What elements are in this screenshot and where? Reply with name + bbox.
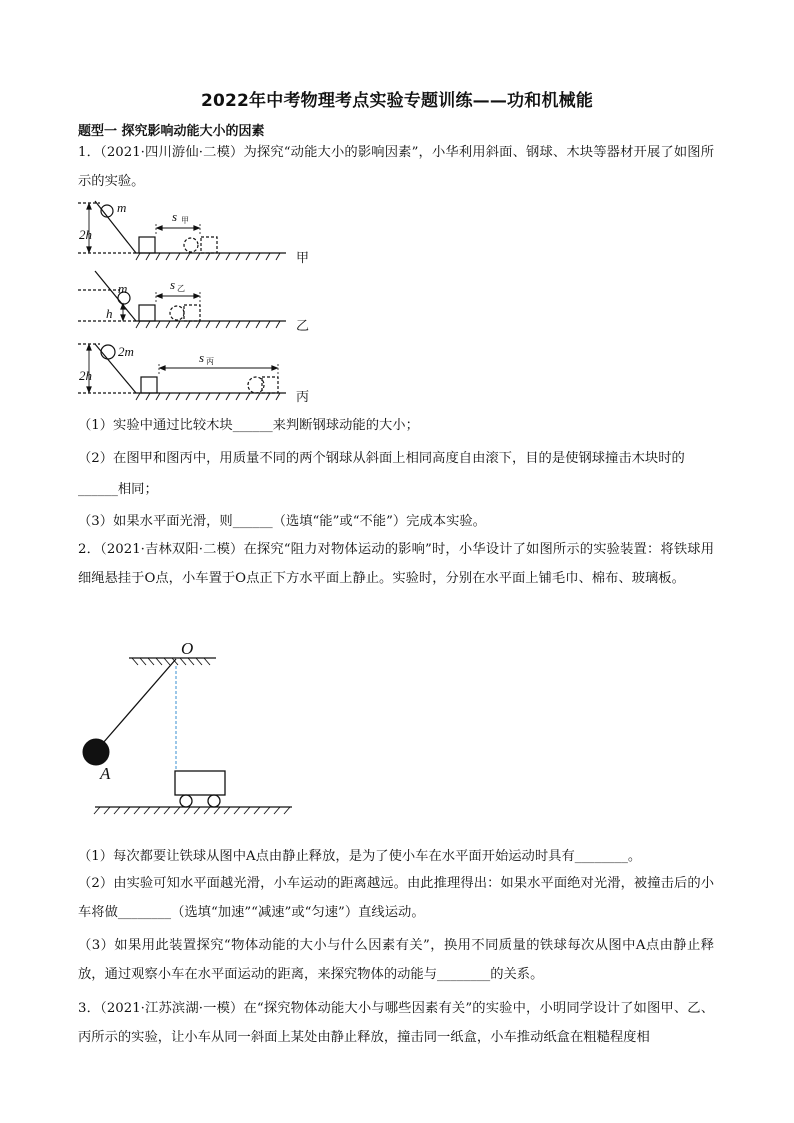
cart-wheel-right: [208, 795, 220, 807]
label-A: A: [100, 764, 111, 783]
cart: [175, 771, 225, 795]
q1-sub1: （1）实验中通过比较木块______来判断钢球动能的大小；: [78, 418, 419, 433]
label-s-bing-sub: 丙: [206, 357, 214, 366]
q1-sub3: （3）如果水平面光滑，则______（选填“能”或“不能”）完成本实验。: [78, 514, 486, 529]
q2-sub1: （1）每次都要让铁球从图中A点由静止释放，是为了使小车在水平面开始运动时具有________。: [78, 849, 642, 864]
q1-sub2a: （2）在图甲和图丙中，用质量不同的两个钢球从斜面上相同高度自由滚下，目的是使钢球撞击木块时的: [78, 451, 685, 466]
label-2h-bing: 2h: [79, 368, 92, 383]
cart-wheel-left: [180, 795, 192, 807]
q3-stem: 3．（2021·江苏滨湖·一模）在“探究物体动能大小与哪些因素有关”的实验中，小明同学设计了如图甲、乙、丙所示的实验，让小车从同一斜面上某处由静止释放，撞击同一纸盒，小车推动纸盒在粗糙程度相: [78, 1001, 714, 1045]
label-fig-yi: 乙: [296, 318, 310, 333]
block-jia: [139, 237, 155, 253]
label-h-yi: h: [106, 306, 113, 321]
section-heading: 题型一 探究影响动能大小的因素: [78, 124, 265, 139]
label-2h-jia: 2h: [79, 227, 92, 242]
fig1-jia: [78, 201, 286, 260]
block-yi: [139, 305, 155, 321]
label-s-jia: s: [172, 209, 178, 224]
q2-sub3: （3）如果用此装置探究“物体动能的大小与什么因素有关”，换用不同质量的铁球每次从图中A点由静止释放，通过观察小车在水平面运动的距离，来探究物体的动能与________的关系。: [78, 938, 714, 982]
label-s-bing: s: [199, 350, 205, 365]
label-s-yi: s: [170, 277, 176, 292]
label-m-jia: m: [117, 200, 127, 215]
q2-figure: [83, 658, 292, 814]
fig1-bing: [78, 344, 286, 400]
label-s-jia-sub: 甲: [181, 216, 189, 225]
label-fig-bing: 丙: [296, 389, 310, 404]
label-fig-jia: 甲: [296, 250, 310, 265]
ball-bing: [101, 345, 115, 359]
iron-ball: [83, 739, 109, 765]
label-2m-bing: 2m: [118, 344, 134, 359]
block-bing: [141, 377, 157, 393]
label-O: O: [181, 639, 194, 658]
string: [103, 659, 176, 743]
page-title: 2022年中考物理考点实验专题训练——功和机械能: [200, 91, 594, 111]
label-s-yi-sub: 乙: [177, 284, 185, 293]
q1-stem: 1．（2021·四川游仙·二模）为探究“动能大小的影响因素”，小华利用斜面、钢球、木块等器材开展了如图所示的实验。: [78, 145, 714, 189]
q2-stem: 2．（2021·吉林双阳·二模）在探究“阻力对物体运动的影响”时，小华设计了如图所示的实验装置：将铁球用细绳悬挂于O点，小车置于O点正下方水平面上静止。实验时，分别在水平面上铺毛巾、棉布、玻璃板。: [78, 542, 714, 586]
label-m-yi: m: [118, 281, 128, 296]
q2-sub2: （2）由实验可知水平面越光滑，小车运动的距离越远。由此推理得出：如果水平面绝对光滑，被撞击后的小车将做________（选填“加速”“减速”或“匀速”）直线运动。: [78, 876, 714, 920]
q1-sub2b: ______相同；: [78, 482, 158, 497]
